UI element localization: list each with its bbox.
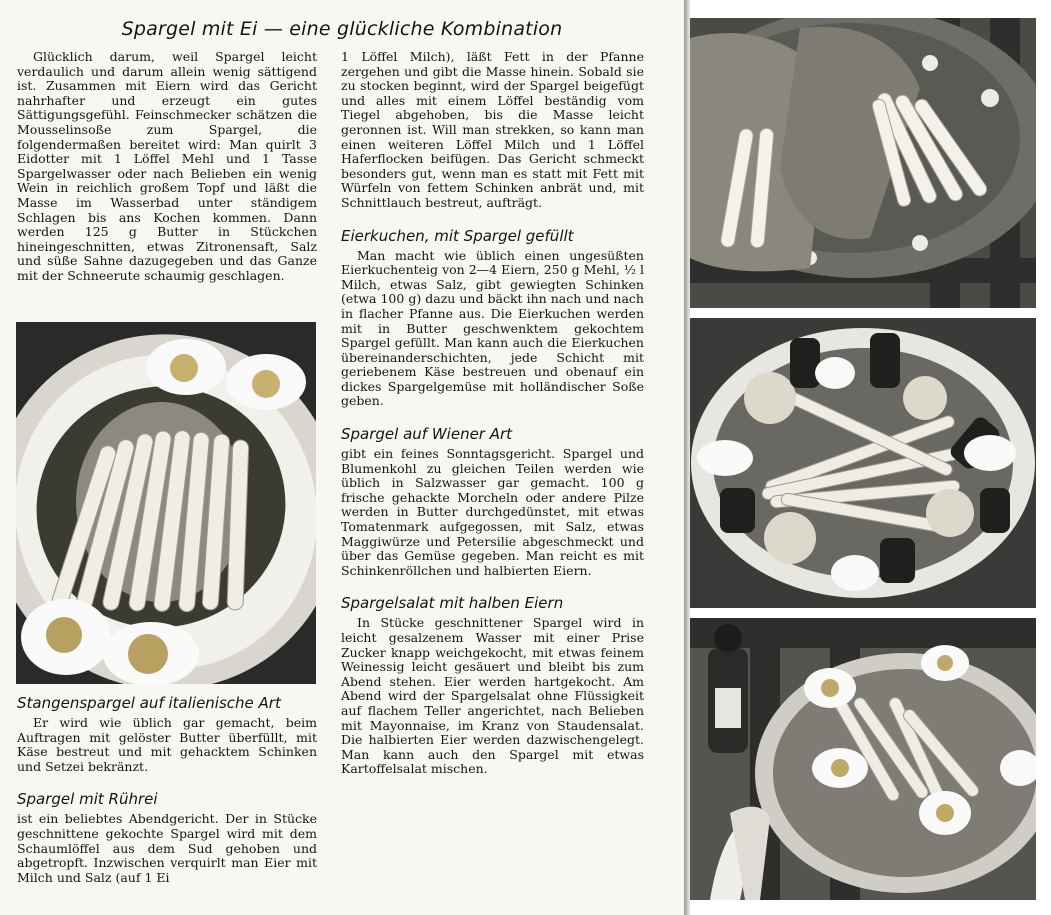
page-title: Spargel mit Ei — eine glückliche Kombination [121, 18, 563, 40]
heading-salat: Spargelsalat mit halben Eiern [341, 594, 564, 613]
text-wiener: gibt ein feines Sonntagsgericht. Spargel und Blumenkohl zu gleichen Teilen werden wie üblich in Salzwasser gar gemacht. 100 g frische gehackte Morcheln oder andere Pilze werden in Butter durchgedünstet, mit etwas Tomatenmark aufgegossen, mit Salz, etwas Maggiwürze und Petersilie abgeschmeckt und über das Gemüse gegeben. Man reicht es mit Schinkenröllchen und halbierten Eiern. [341, 446, 644, 578]
heading-ruehrei: Spargel mit Rührei [17, 790, 158, 809]
text-italian: Er wird wie üblich gar gemacht, beim Auftragen mit gelöster Butter überfüllt, mit Käse bestreut und mit gehacktem Schinken und Setzei bekränzt. [17, 715, 317, 774]
pancakes-photo [690, 18, 1036, 308]
intro-paragraph: Glücklich darum, weil Spargel leicht verdaulich und darum allein wenig sättigend ist. Zusammen mit Eiern wird das Gericht nahrhafter und erzeugt ein gutes Sättigungsgefühl. Feinschmecker schätzen die Mousselinsoße zum Spargel, die folgendermaßen bereitet wird: Man quirlt 3 Eidotter mit 1 Löffel Mehl und 1 Tasse Spargelwasser oder nach Belieben ein wenig Wein in reichlich großem Topf und läßt die Masse im Wasserbad unter ständigem Schlagen bis ans Kochen kommen. Dann werden 125 g Butter in Stückchen hineingeschnitten, etwas Zitronensaft, Salz und süße Sahne dazugegeben und das Ganze mit der Schneerute schaumig geschlagen. [17, 49, 317, 283]
text-ruehrei: ist ein beliebtes Abendgericht. Der in Stücke geschnittene gekochte Spargel wird mit dem Schaumlöffel aus dem Sud gehoben und abgetropft. Inzwischen verquirlt man Eier mit Milch und Salz (auf 1 Ei [17, 811, 317, 885]
heading-italian: Stangenspargel auf italienische Art [17, 694, 281, 712]
heading-wiener: Spargel auf Wiener Art [341, 425, 513, 444]
wiener-art-photo [690, 318, 1036, 608]
spargelsalat-photo [690, 618, 1036, 900]
right-page [690, 0, 1051, 915]
text-ruehrei-continued: 1 Löffel Milch), läßt Fett in der Pfanne zergehen und gibt die Masse hinein. Sobald sie zu stocken beginnt, wird der Spargel beigefügt und alles mit einem Löffel beständig vom Tiegel abgehoben, bis die Masse leicht geronnen ist. Will man strekken, so kann man einen weiteren Löffel Milch und 1 Löffel Haferflocken beifügen. Das Gericht schmeckt besonders gut, wenn man es statt mit Fett mit Würfeln von fettem Schinken anbrät und, mit Schnittlauch bestreut, aufträgt. [341, 49, 644, 210]
text-salat: In Stücke geschnittener Spargel wird in leicht gesalzenem Wasser mit einer Prise Zucker knapp weichgekocht, mit etwas feinem Weinessig leicht gesäuert und bleibt bis zum Abend stehen. Eier werden hartgekocht. Am Abend wird der Spargelsalat ohne Flüssigkeit auf flachem Teller angerichtet, nach Belieben mit Mayonnaise, im Kranz von Staudensalat. Die halbierten Eier werden dazwischengelegt. Man kann auch den Spargel mit etwas Kartoffelsalat mischen. [341, 615, 644, 777]
text-eierkuchen: Man macht wie üblich einen ungesüßten Eierkuchenteig von 2—4 Eiern, 250 g Mehl, ½ l Milch, etwas Salz, gibt gewiegten Schinken (etwa 100 g) dazu und bäckt ihn nach und nach in flacher Pfanne aus. Die Eierkuchen werden mit in Butter geschwenktem gekochtem Spargel gefüllt. Man kann auch die Eierkuchen übereinanderschichten, jede Schicht mit geriebenem Käse bestreuen und obenauf ein dickes Spargelgemüse mit holländischer Soße geben. [341, 247, 644, 409]
column-1-bottom [17, 694, 317, 885]
asparagus-platter-photo [16, 322, 316, 684]
intro-column [17, 50, 317, 284]
heading-eierkuchen: Eierkuchen, mit Spargel gefüllt [341, 226, 574, 245]
column-2 [341, 50, 644, 777]
